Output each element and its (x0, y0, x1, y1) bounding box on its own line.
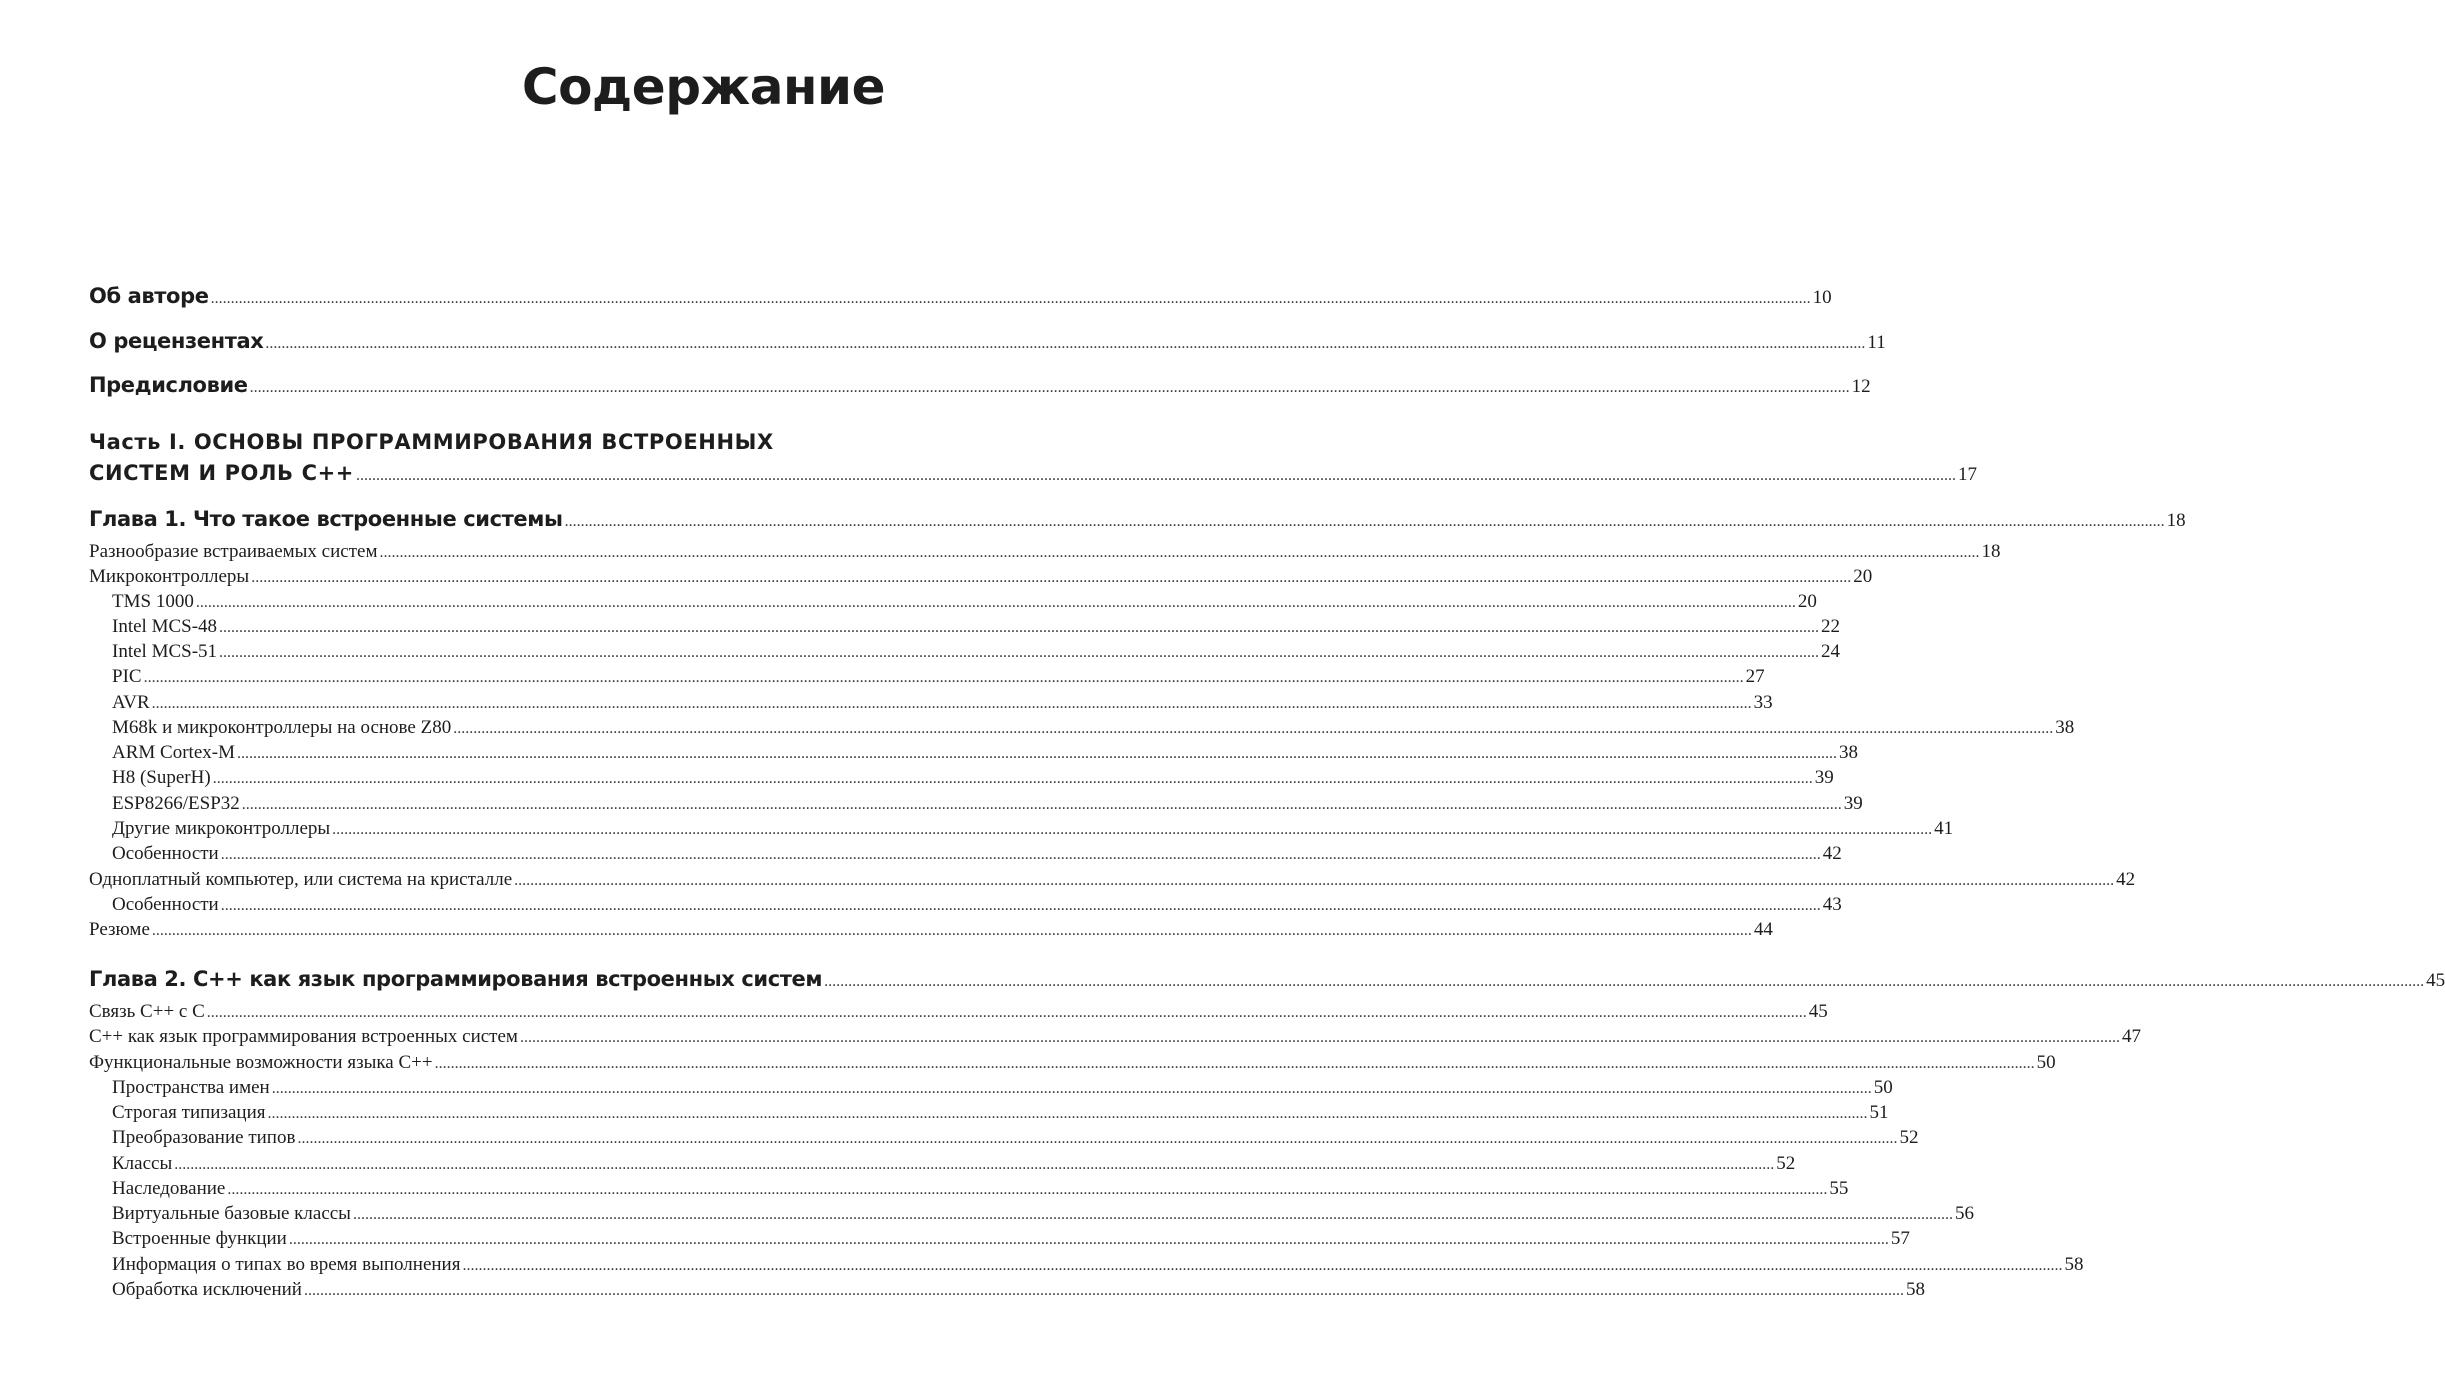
toc-entry-title: Строгая типизация (112, 1102, 266, 1123)
toc-part-title-line1[interactable]: Часть I. ОСНОВЫ ПРОГРАММИРОВАНИЯ ВСТРОЕННЫХ (89, 430, 774, 454)
toc-entry-reviewers[interactable] (89, 329, 1886, 354)
toc-subentry[interactable] (112, 793, 1863, 815)
toc-entry-page: 17 (1957, 464, 1977, 485)
dot-leader: ................................................................................................................................................................................................................................................................................................................................................................................................................ (824, 973, 2425, 990)
dot-leader: ................................................................................................................................................................................................................................................................................................................................................................................................................ (210, 290, 1811, 307)
toc-entry-page: 24 (1821, 641, 1841, 662)
toc-entry-page: 11 (1867, 332, 1886, 353)
toc-subentry[interactable] (112, 742, 1858, 764)
toc-entry[interactable] (89, 869, 2136, 891)
toc-entry-title: Классы (112, 1153, 173, 1174)
toc-entry-about-author[interactable] (89, 284, 1832, 309)
toc-entry-page: 33 (1753, 692, 1773, 713)
toc-entry-page: 27 (1745, 666, 1765, 687)
toc-entry-page: 10 (1812, 287, 1832, 308)
toc-entry-page: 55 (1829, 1178, 1849, 1199)
toc-entry-title: Особенности (112, 843, 219, 864)
toc-chapter-1[interactable] (89, 507, 2186, 532)
toc-entry-title: Intel MCS-48 (112, 616, 218, 637)
dot-leader: ................................................................................................................................................................................................................................................................................................................................................................................................................ (564, 513, 2165, 530)
toc-entry-page: 45 (1808, 1001, 1828, 1022)
dot-leader: ................................................................................................................................................................................................................................................................................................................................................................................................................ (174, 1156, 1775, 1173)
toc-entry-title: Intel MCS-51 (112, 641, 218, 662)
dot-leader: ................................................................................................................................................................................................................................................................................................................................................................................................................ (355, 467, 1956, 484)
toc-subentry[interactable] (112, 591, 1817, 613)
toc-subentry[interactable] (112, 894, 1842, 916)
dot-leader: ................................................................................................................................................................................................................................................................................................................................................................................................................ (227, 1181, 1828, 1198)
toc-chapter-title: Глава 2. C++ как язык программирования встроенных систем (89, 967, 823, 991)
toc-entry-title: ARM Cortex-M (112, 742, 235, 763)
toc-entry-page: 38 (2055, 717, 2075, 738)
toc-entry-page: 58 (2064, 1254, 2084, 1275)
dot-leader: ................................................................................................................................................................................................................................................................................................................................................................................................................ (212, 770, 1813, 787)
dot-leader: ................................................................................................................................................................................................................................................................................................................................................................................................................ (379, 544, 1980, 561)
toc-subentry[interactable] (112, 1127, 1919, 1149)
toc-entry-title: TMS 1000 (112, 591, 194, 612)
toc-subentry[interactable] (112, 1228, 1910, 1250)
toc-entry-page: 41 (1934, 818, 1954, 839)
dot-leader: ................................................................................................................................................................................................................................................................................................................................................................................................................ (241, 796, 1842, 813)
toc-entry-title: Пространства имен (112, 1077, 270, 1098)
toc-entry-page: 44 (1753, 919, 1773, 940)
toc-entry-title: AVR (112, 692, 150, 713)
toc-entry-title: Разнообразие встраиваемых систем (89, 541, 378, 562)
toc-entry-title: Предисловие (89, 373, 248, 397)
toc-part-title-line2: СИСТЕМ И РОЛЬ C++ (89, 461, 354, 485)
toc-entry-page: 50 (1873, 1077, 1893, 1098)
toc-subentry[interactable] (112, 1178, 1849, 1200)
toc-entry-page: 42 (1822, 843, 1842, 864)
toc-entry[interactable] (89, 1001, 1828, 1023)
toc-entry-title: M68k и микроконтроллеры на основе Z80 (112, 717, 452, 738)
toc-entry-title: Преобразование типов (112, 1127, 296, 1148)
toc-entry-title: C++ как язык программирования встроенных систем (89, 1026, 518, 1047)
toc-entry-title: ESP8266/ESP32 (112, 793, 240, 814)
toc-entry[interactable] (89, 1026, 2141, 1048)
toc-subentry[interactable] (112, 666, 1765, 688)
toc-entry-title: H8 (SuperH) (112, 767, 211, 788)
toc-entry-page: 18 (1981, 541, 2001, 562)
toc-entry-title: Встроенные функции (112, 1228, 287, 1249)
dot-leader: ................................................................................................................................................................................................................................................................................................................................................................................................................ (271, 1080, 1872, 1097)
toc-entry-page: 56 (1954, 1203, 1974, 1224)
toc-entry-page: 47 (2121, 1026, 2141, 1047)
page-title: Содержание (521, 58, 885, 116)
dot-leader: ................................................................................................................................................................................................................................................................................................................................................................................................................ (434, 1055, 2035, 1072)
toc-entry[interactable] (89, 566, 1873, 588)
toc-entry-page: 42 (2116, 869, 2136, 890)
toc-entry-page: 43 (1822, 894, 1842, 915)
dot-leader: ................................................................................................................................................................................................................................................................................................................................................................................................................ (267, 1105, 1868, 1122)
dot-leader: ................................................................................................................................................................................................................................................................................................................................................................................................................ (303, 1282, 1904, 1299)
dot-leader: ................................................................................................................................................................................................................................................................................................................................................................................................................ (151, 922, 1752, 939)
dot-leader: ................................................................................................................................................................................................................................................................................................................................................................................................................ (206, 1004, 1807, 1021)
toc-subentry[interactable] (112, 767, 1834, 789)
dot-leader: ................................................................................................................................................................................................................................................................................................................................................................................................................ (297, 1130, 1898, 1147)
toc-entry-page: 50 (2036, 1052, 2056, 1073)
toc-entry-page: 18 (2166, 510, 2186, 531)
dot-leader: ................................................................................................................................................................................................................................................................................................................................................................................................................ (251, 569, 1852, 586)
dot-leader: ................................................................................................................................................................................................................................................................................................................................................................................................................ (220, 846, 1821, 863)
toc-entry-page: 39 (1814, 767, 1834, 788)
toc-entry-title: Особенности (112, 894, 219, 915)
toc-entry-title: Наследование (112, 1178, 226, 1199)
dot-leader: ................................................................................................................................................................................................................................................................................................................................................................................................................ (219, 644, 1820, 661)
dot-leader: ................................................................................................................................................................................................................................................................................................................................................................................................................ (143, 669, 1744, 686)
toc-entry-title: PIC (112, 666, 142, 687)
toc-entry-page: 20 (1797, 591, 1817, 612)
toc-subentry[interactable] (112, 818, 1954, 840)
toc-entry-title: Информация о типах во время выполнения (112, 1254, 461, 1275)
toc-subentry[interactable] (112, 641, 1841, 663)
toc-entry-title: Функциональные возможности языка C++ (89, 1052, 433, 1073)
dot-leader: ................................................................................................................................................................................................................................................................................................................................................................................................................ (453, 720, 2054, 737)
dot-leader: ................................................................................................................................................................................................................................................................................................................................................................................................................ (519, 1029, 2120, 1046)
toc-entry-title: Обработка исключений (112, 1279, 302, 1300)
toc-entry[interactable] (89, 1052, 2056, 1074)
toc-entry-page: 20 (1853, 566, 1873, 587)
toc-entry-page: 51 (1869, 1102, 1889, 1123)
dot-leader: ................................................................................................................................................................................................................................................................................................................................................................................................................ (219, 619, 1820, 636)
dot-leader: ................................................................................................................................................................................................................................................................................................................................................................................................................ (288, 1231, 1889, 1248)
toc-entry-page: 45 (2426, 970, 2445, 991)
toc-entry-page: 22 (1821, 616, 1841, 637)
toc-subentry[interactable] (112, 843, 1842, 865)
toc-entry-page: 57 (1890, 1228, 1910, 1249)
toc-entry-title: Микроконтроллеры (89, 566, 250, 587)
dot-leader: ................................................................................................................................................................................................................................................................................................................................................................................................................ (514, 872, 2115, 889)
toc-chapter-title: Глава 1. Что такое встроенные системы (89, 507, 563, 531)
toc-subentry[interactable] (112, 717, 2075, 739)
toc-subentry[interactable] (112, 1254, 2084, 1276)
toc-entry-title: Об авторе (89, 284, 209, 308)
dot-leader: ................................................................................................................................................................................................................................................................................................................................................................................................................ (195, 594, 1796, 611)
toc-subentry[interactable] (112, 692, 1773, 714)
toc-entry-title: Резюме (89, 919, 150, 940)
toc-subentry[interactable] (112, 1203, 1974, 1225)
dot-leader: ................................................................................................................................................................................................................................................................................................................................................................................................................ (236, 745, 1837, 762)
toc-entry[interactable] (89, 541, 2001, 563)
toc-entry-preface[interactable] (89, 373, 1871, 398)
dot-leader: ................................................................................................................................................................................................................................................................................................................................................................................................................ (220, 897, 1821, 914)
toc-entry-page: 38 (1838, 742, 1858, 763)
toc-part-1[interactable] (89, 461, 1977, 486)
toc-entry-title: Связь C++ с C (89, 1001, 205, 1022)
toc-subentry[interactable] (112, 1279, 1925, 1301)
toc-entry-page: 58 (1905, 1279, 1925, 1300)
toc-entry-page: 52 (1776, 1153, 1796, 1174)
toc-subentry[interactable] (112, 1102, 1889, 1124)
toc-chapter-2[interactable] (89, 967, 2445, 992)
toc-entry-page: 12 (1851, 376, 1871, 397)
dot-leader: ................................................................................................................................................................................................................................................................................................................................................................................................................ (249, 379, 1850, 396)
dot-leader: ................................................................................................................................................................................................................................................................................................................................................................................................................ (151, 695, 1752, 712)
dot-leader: ................................................................................................................................................................................................................................................................................................................................................................................................................ (462, 1257, 2063, 1274)
toc-entry-page: 52 (1899, 1127, 1919, 1148)
toc-entry-title: Одноплатный компьютер, или система на кристалле (89, 869, 513, 890)
dot-leader: ................................................................................................................................................................................................................................................................................................................................................................................................................ (332, 821, 1933, 838)
toc-subentry[interactable] (112, 1077, 1893, 1099)
toc-subentry[interactable] (112, 616, 1841, 638)
dot-leader: ................................................................................................................................................................................................................................................................................................................................................................................................................ (265, 335, 1866, 352)
toc-entry-page: 39 (1843, 793, 1863, 814)
toc-subentry[interactable] (112, 1153, 1796, 1175)
toc-entry[interactable] (89, 919, 1773, 941)
toc-entry-title: О рецензентах (89, 329, 264, 353)
toc-entry-title: Виртуальные базовые классы (112, 1203, 351, 1224)
dot-leader: ................................................................................................................................................................................................................................................................................................................................................................................................................ (352, 1206, 1953, 1223)
toc-entry-title: Другие микроконтроллеры (112, 818, 331, 839)
